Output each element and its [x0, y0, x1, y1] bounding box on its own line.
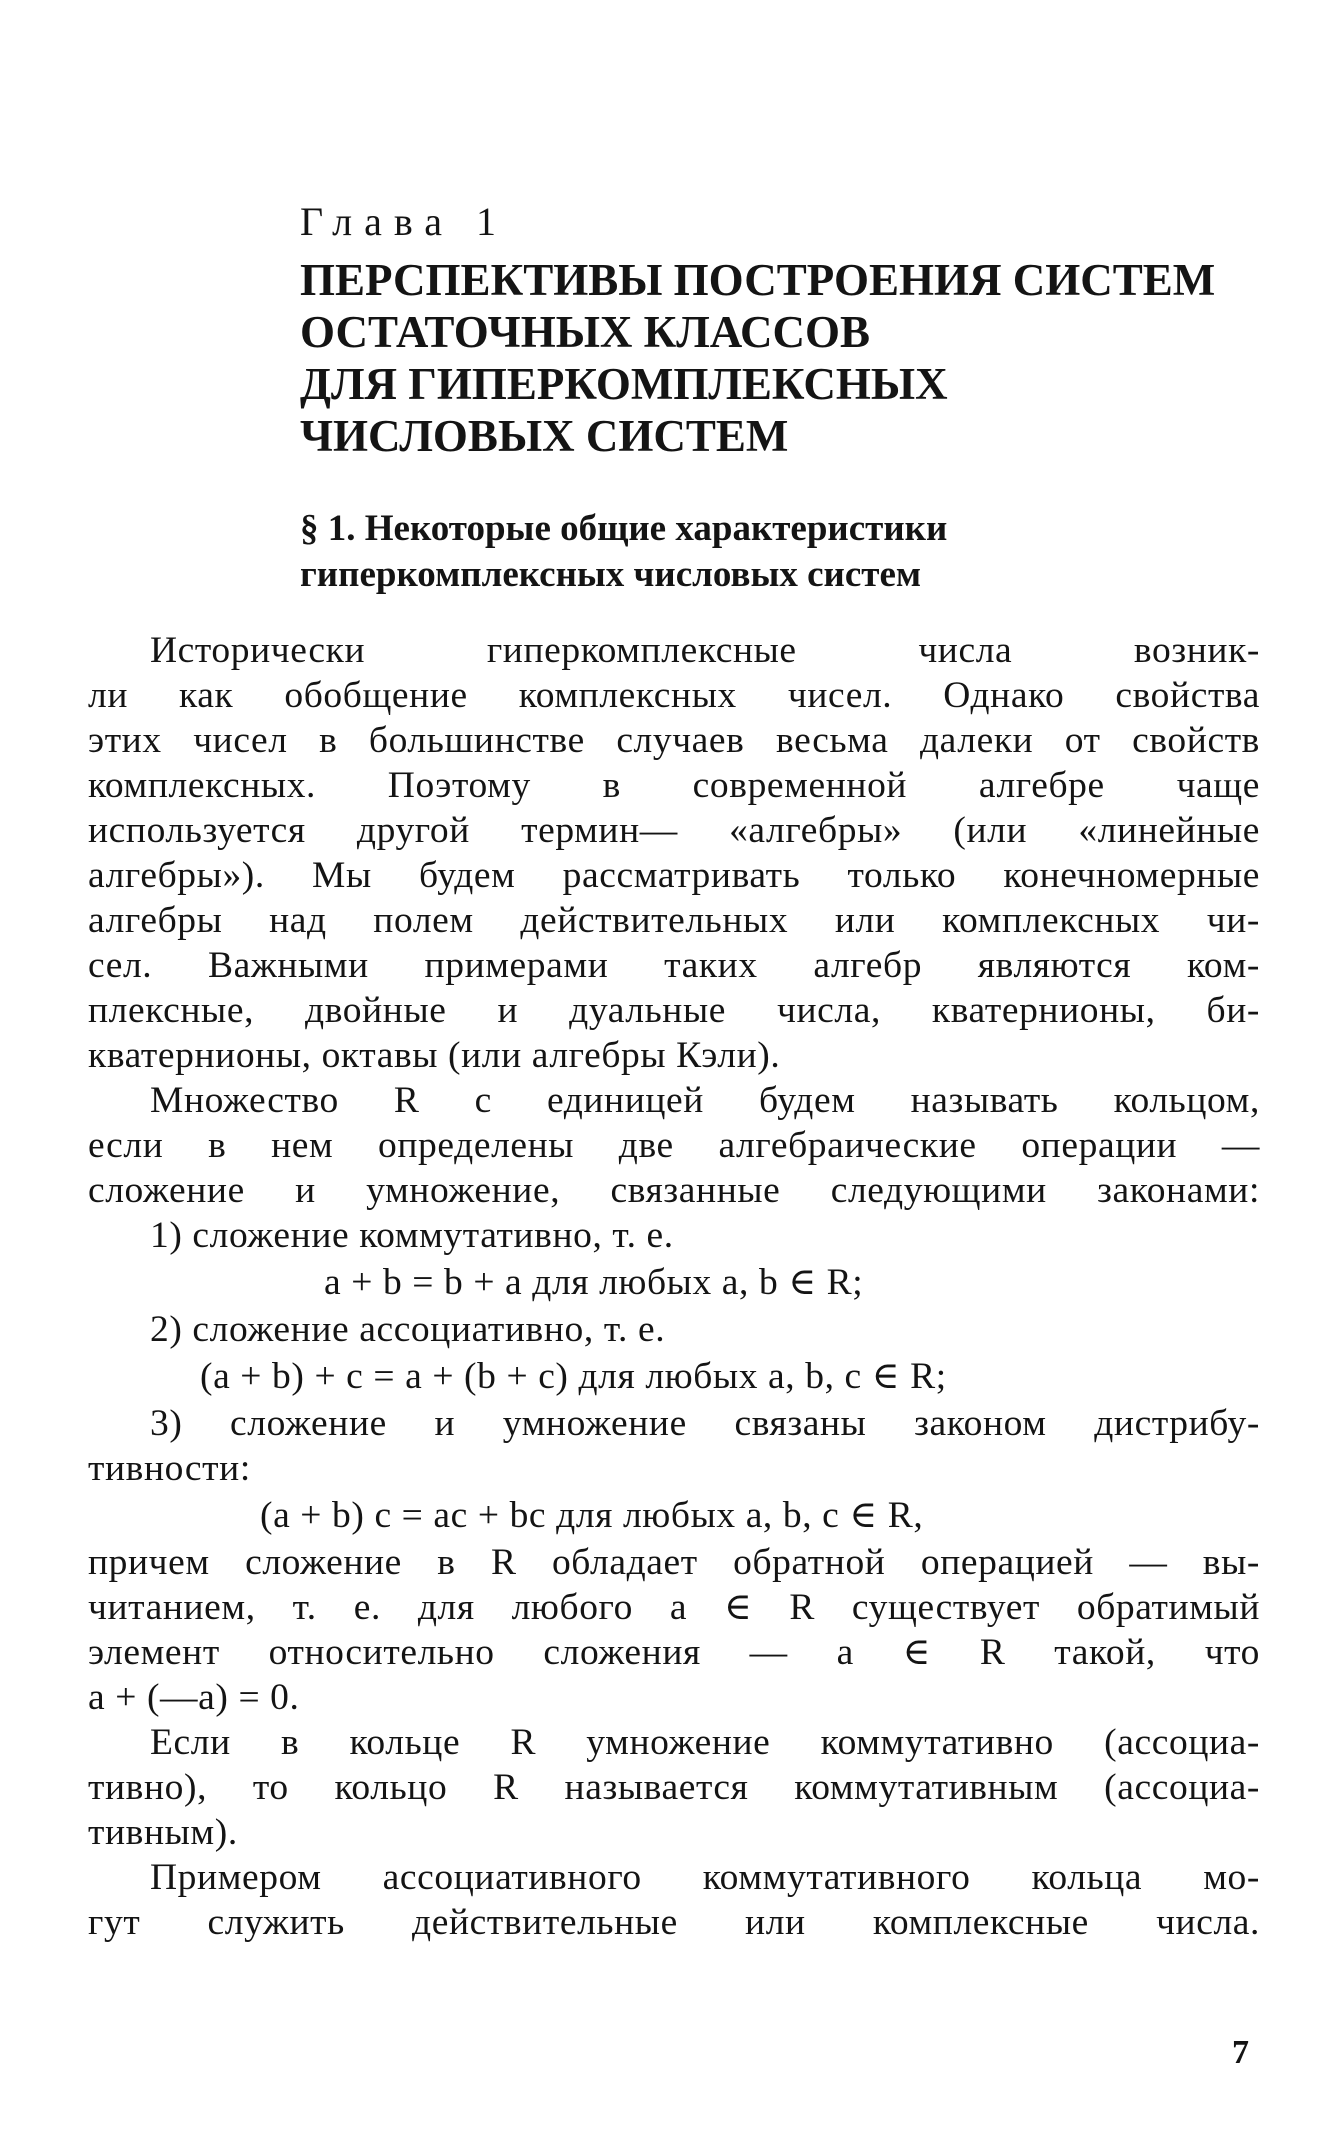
list-item: 3) сложение и умножение связаны законом дистрибу-	[150, 1403, 1260, 1444]
paragraph-line: кватернионы, октавы (или алгебры Кэли).	[88, 1035, 781, 1076]
paragraph-line: Множество R с единицей будем называть кольцом,	[150, 1080, 1260, 1121]
paragraph-line: сложение и умножение, связанные следующими законами:	[88, 1170, 1260, 1211]
paragraph-line: если в нем определены две алгебраические операции —	[88, 1125, 1260, 1166]
chapter-label: Глава 1	[300, 199, 508, 244]
paragraph-line: причем сложение в R обладает обратной операцией — вы-	[88, 1542, 1260, 1583]
list-item: 2) сложение ассоциативно, т. е.	[150, 1309, 666, 1350]
list-item: тивности:	[88, 1448, 251, 1489]
chapter-title	[300, 254, 1260, 462]
paragraph-line: этих чисел в большинстве случаев весьма далеки от свойств	[88, 720, 1260, 761]
chapter-title-line: ДЛЯ ГИПЕРКОМПЛЕКСНЫХ	[300, 359, 948, 409]
paragraph-line: ли как обобщение комплексных чисел. Однако свойства	[88, 675, 1260, 716]
chapter-title-line: ОСТАТОЧНЫХ КЛАССОВ	[300, 307, 871, 357]
paragraph-line: a + (—a) = 0.	[88, 1677, 300, 1718]
paragraph-line: Примером ассоциативного коммутативного кольца мо-	[150, 1857, 1260, 1898]
chapter-title-line: ПЕРСПЕКТИВЫ ПОСТРОЕНИЯ СИСТЕМ	[300, 255, 1216, 305]
formula: (a + b) + c = a + (b + c) для любых a, b, c ∈ R;	[200, 1356, 947, 1397]
section-title	[300, 506, 1260, 598]
paragraph-line: алгебры над полем действительных или комплексных чи-	[88, 900, 1260, 941]
section-title-line: гиперкомплексных числовых систем	[300, 554, 922, 595]
paragraph-line: используется другой термин— «алгебры» (или «линейные	[88, 810, 1260, 851]
formula: a + b = b + a для любых a, b ∈ R;	[324, 1262, 864, 1303]
paragraph-line: сел. Важными примерами таких алгебр являются ком-	[88, 945, 1260, 986]
paragraph-line: Исторически гиперкомплексные числа возник-	[150, 630, 1260, 671]
paragraph-line: тивно), то кольцо R называется коммутативным (ассоциа-	[88, 1767, 1260, 1808]
paragraph-line: Если в кольце R умножение коммутативно (ассоциа-	[150, 1722, 1260, 1763]
paragraph-line: комплексных. Поэтому в современной алгебре чаще	[88, 765, 1260, 806]
paragraph-line: читанием, т. е. для любого a ∈ R существует обратимый	[88, 1587, 1260, 1628]
page-number: 7	[1232, 2034, 1249, 2071]
section-title-line: § 1. Некоторые общие характеристики	[300, 508, 948, 549]
chapter-title-line: ЧИСЛОВЫХ СИСТЕМ	[300, 411, 789, 461]
paragraph-line: плексные, двойные и дуальные числа, кватернионы, би-	[88, 990, 1260, 1031]
paragraph-line: гут служить действительные или комплексные числа.	[88, 1902, 1260, 1943]
paragraph-line: тивным).	[88, 1812, 238, 1853]
list-item: 1) сложение коммутативно, т. е.	[150, 1215, 674, 1256]
paragraph-line: элемент относительно сложения — a ∈ R такой, что	[88, 1632, 1260, 1673]
body-text	[88, 628, 1260, 1945]
paragraph-line: алгебры»). Мы будем рассматривать только конечномерные	[88, 855, 1260, 896]
formula: (a + b) c = ac + bc для любых a, b, c ∈ R,	[260, 1495, 924, 1536]
